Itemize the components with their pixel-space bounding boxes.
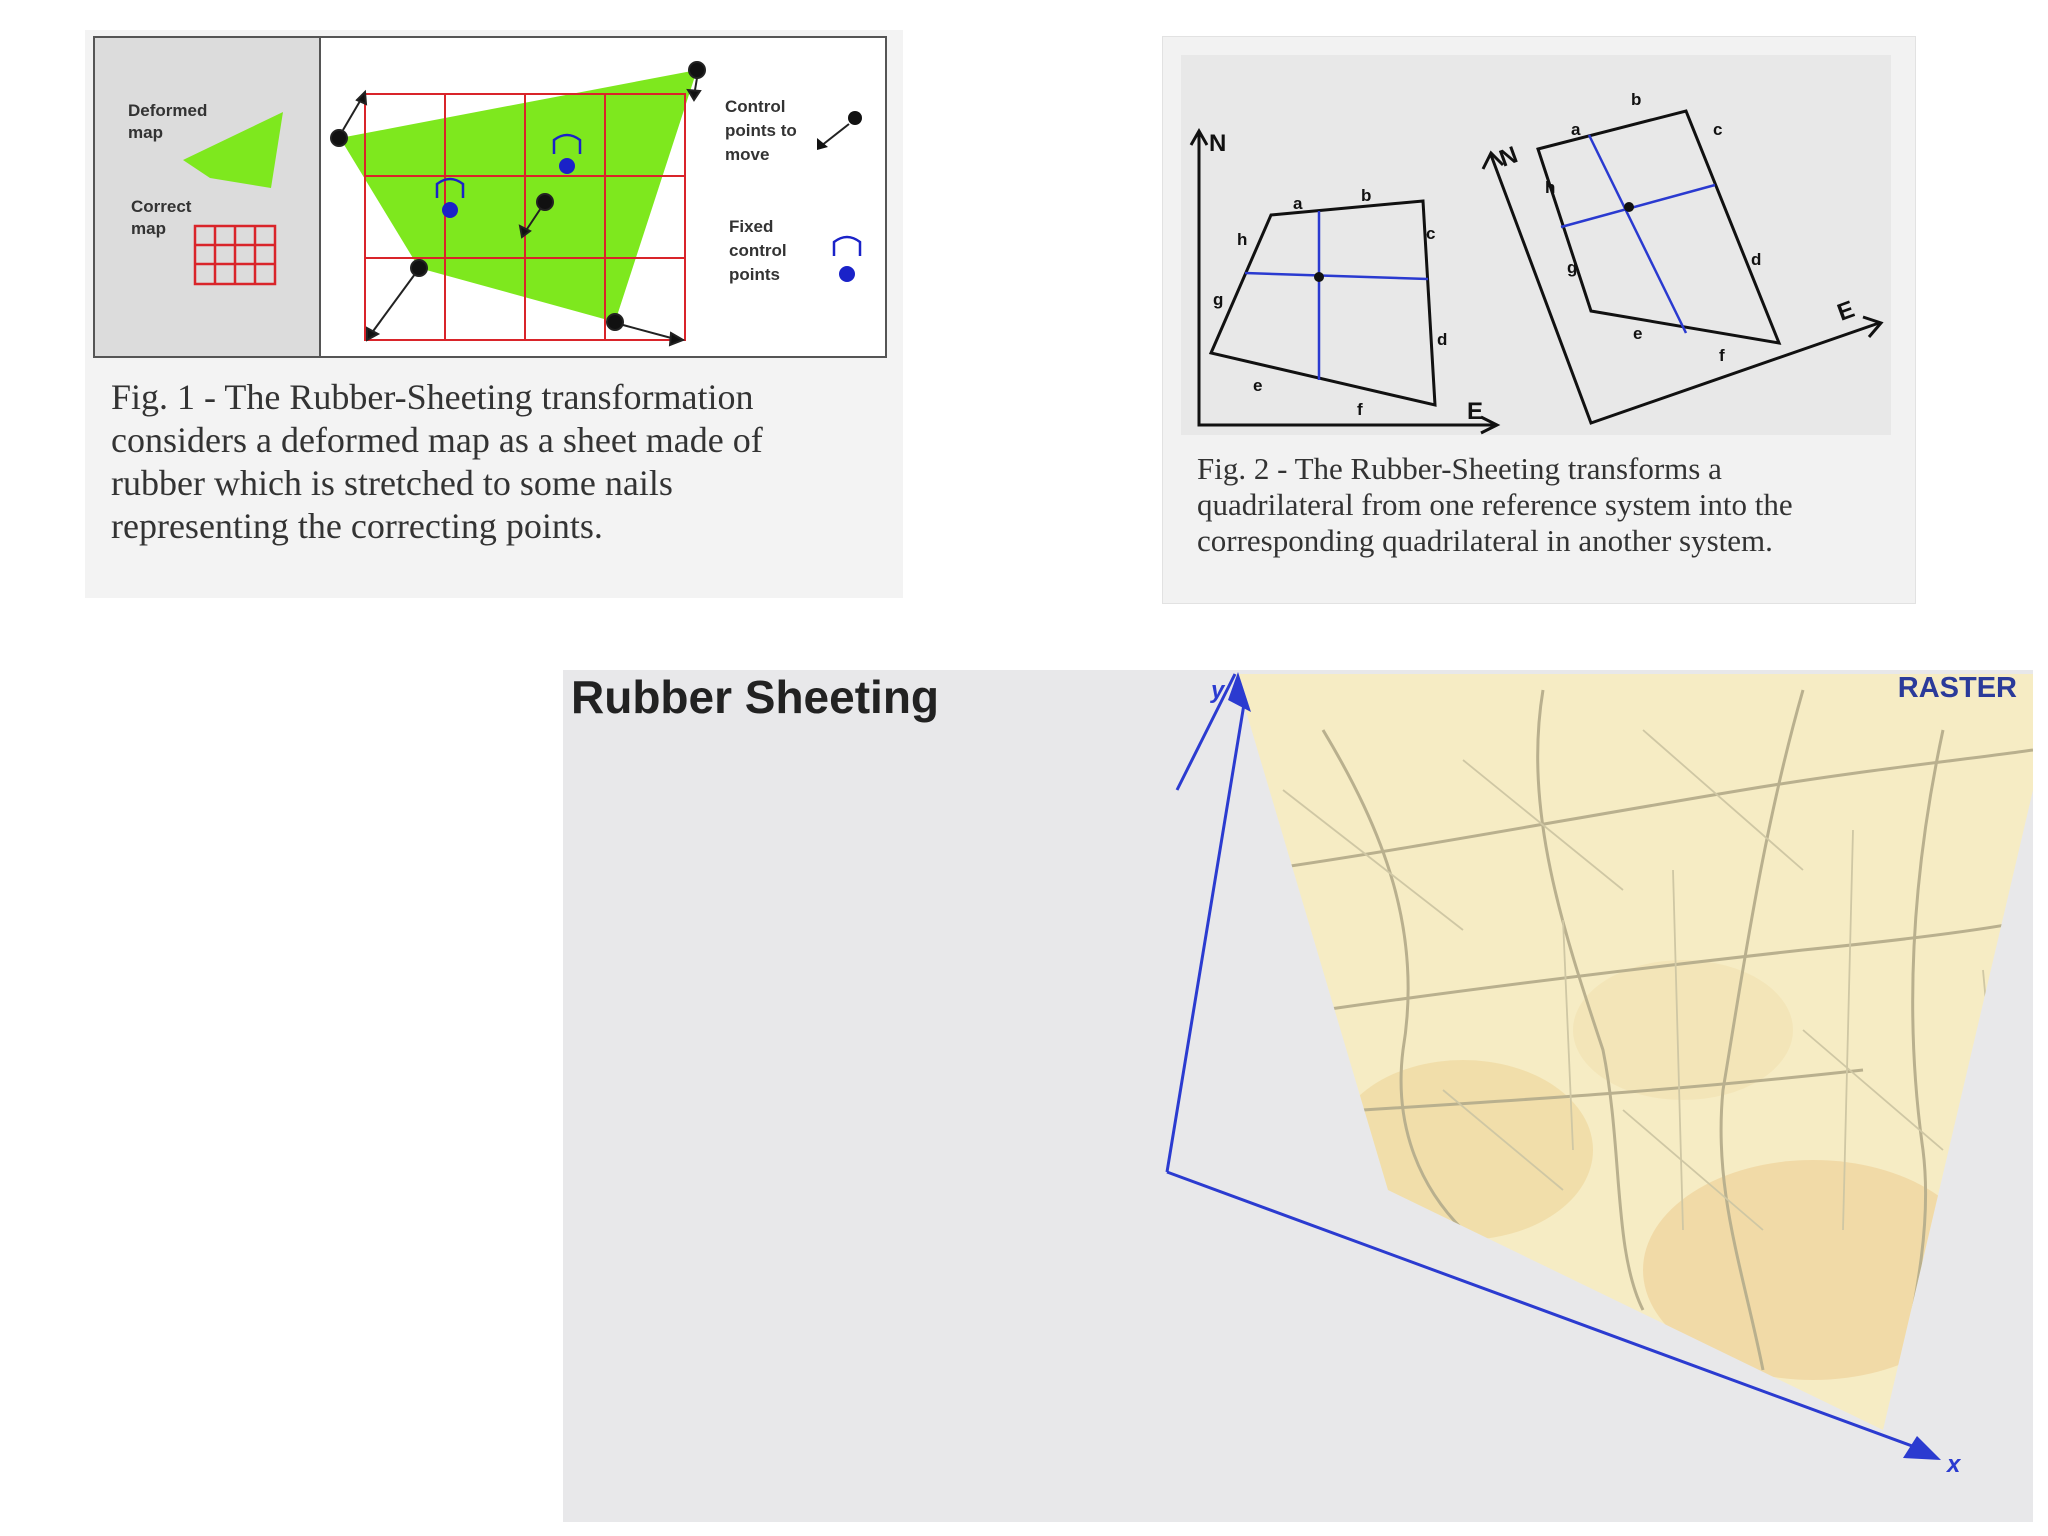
arrow-head-icon [367, 328, 378, 340]
vertex-label: e [1253, 376, 1263, 395]
left-center-point [1314, 272, 1324, 282]
right-cross-vertical [1589, 135, 1686, 333]
control-point-legend-icon [817, 111, 862, 150]
left-axis-n-label: N [1209, 130, 1227, 157]
x-axis-arrow-icon [1903, 1436, 1941, 1460]
vertex-label: b [1631, 90, 1642, 109]
caption-line: representing the correcting points. [111, 506, 603, 546]
y-axis-line [1177, 674, 1235, 790]
vertex-label: f [1719, 346, 1725, 365]
slide-title: Rubber Sheeting [571, 671, 940, 723]
control-point [689, 62, 705, 78]
caption-line: Fig. 1 - The Rubber-Sheeting transformation [111, 377, 754, 417]
raster-badge: RASTER [1897, 672, 2017, 704]
vertex-label: a [1571, 120, 1581, 139]
vertex-label: c [1713, 120, 1723, 139]
right-quadrilateral [1538, 111, 1779, 343]
vertex-label: g [1567, 258, 1578, 277]
control-point [331, 130, 347, 146]
vertex-label: g [1213, 290, 1224, 309]
x-axis-label: x [1947, 1451, 1961, 1478]
y-axis [1167, 698, 1245, 1172]
figure-1-svg [95, 38, 885, 356]
legend-control-line-2: points to [725, 121, 797, 140]
vertex-label: d [1437, 330, 1448, 349]
arrow-head-icon [670, 333, 683, 345]
vertex-label: c [1426, 224, 1436, 243]
vertex-label: h [1545, 178, 1556, 197]
vertex-label: e [1633, 324, 1643, 343]
legend-correct-line-1: Correct [131, 197, 192, 216]
left-axes [1191, 131, 1497, 433]
left-axis-e-label: E [1467, 398, 1484, 425]
right-axis-n-label: N [1495, 141, 1522, 173]
figure-1-caption [111, 376, 851, 548]
caption-line: corresponding quadrilateral in another system. [1197, 523, 1773, 558]
right-center-point [1624, 202, 1634, 212]
rubber-sheet [340, 70, 697, 322]
raster-illustration [563, 670, 2033, 1522]
left-vertex-labels [1213, 186, 1447, 419]
figure-2-caption [1197, 451, 1887, 559]
arrow-head-icon [688, 90, 700, 100]
figure-1 [85, 30, 903, 598]
legend-panel [95, 38, 320, 356]
rubber-sheeting-slide [563, 670, 2033, 1522]
legend-deformed-line-2: map [128, 123, 163, 142]
legend-deformed-line-1: Deformed [128, 101, 208, 120]
figure-2-svg [1181, 55, 1891, 435]
y-axis-label: y [1211, 677, 1225, 704]
control-point [537, 194, 553, 210]
fixed-point [559, 158, 575, 174]
caption-line: Fig. 2 - The Rubber-Sheeting transforms a [1197, 451, 1722, 486]
vertex-label: d [1751, 250, 1762, 269]
vertex-label: a [1293, 194, 1303, 213]
legend-control-line-1: Control [725, 97, 786, 116]
legend-correct-line-2: map [131, 219, 166, 238]
legend-control-line-3: move [725, 145, 770, 164]
figure-2-diagram [1181, 55, 1891, 435]
vertex-label: b [1361, 186, 1372, 205]
control-point [607, 314, 623, 330]
caption-line: considers a deformed map as a sheet made of [111, 420, 763, 460]
legend-fixed-line-2: control [729, 241, 787, 260]
figure-1-diagram [93, 36, 887, 358]
caption-line: rubber which is stretched to some nails [111, 463, 673, 503]
right-cross-horizontal [1561, 185, 1715, 227]
control-point [411, 260, 427, 276]
legend-fixed-line-1: Fixed [729, 217, 774, 236]
vertex-label: f [1357, 400, 1363, 419]
right-vertex-labels [1545, 90, 1761, 365]
left-cross-horizontal [1245, 273, 1428, 279]
caption-line: quadrilateral from one reference system into the [1197, 487, 1793, 522]
figure-2 [1162, 36, 1916, 604]
legend-fixed-line-3: points [729, 265, 780, 284]
fixed-point [442, 202, 458, 218]
vertex-label: h [1237, 230, 1248, 249]
fixed-point-legend-icon [834, 237, 860, 282]
right-axis-e-label: E [1833, 295, 1859, 327]
